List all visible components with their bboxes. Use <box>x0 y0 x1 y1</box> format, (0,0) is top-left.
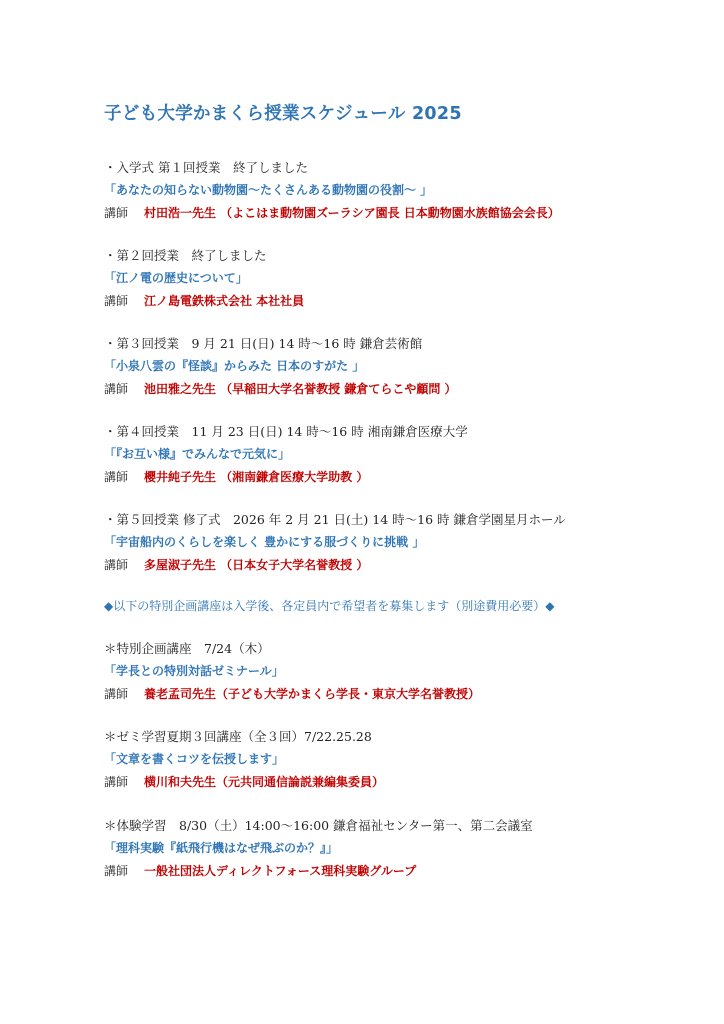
lecturer-label: 講師 <box>104 206 129 220</box>
class-lecturer-line <box>104 381 457 397</box>
special-course-topic: 「文章を書くコツを伝授します」 <box>104 752 285 766</box>
class-topic: 「宇宙船内のくらしを楽しく 豊かにする服づくりに挑戦 」 <box>104 535 425 549</box>
lecturer-name: 横川和夫先生（元共同通信論説兼編集委員） <box>144 775 385 789</box>
lecturer-name: 池田雅之先生 （早稲田大学名誉教授 鎌倉てらこや顧問 ） <box>144 382 457 396</box>
class-info: ・第５回授業 修了式 2026 年 2 月 21 日(土) 14 時～16 時 鎌倉学園星月ホール <box>104 512 566 527</box>
class-lecturer-line <box>104 205 560 221</box>
special-course-notice: ◆以下の特別企画講座は入学後、各定員内で希望者を募集します（別途費用必要）◆ <box>104 599 555 613</box>
class-lecturer-line <box>104 293 304 309</box>
class-lecturer-line <box>104 557 368 573</box>
special-course-topic: 「理科実験『紙飛行機はなぜ飛ぶのか？』」 <box>104 841 339 855</box>
lecturer-name: 一般社団法人ディレクトフォース理科実験グループ <box>144 864 417 878</box>
class-info: ・第２回授業 終了しました <box>104 248 267 263</box>
lecturer-label: 講師 <box>104 775 129 789</box>
lecturer-label: 講師 <box>104 558 129 572</box>
lecturer-name: 多屋淑子先生 （日本女子大学名誉教授 ） <box>144 558 369 572</box>
lecturer-name: 櫻井純子先生 （湘南鎌倉医療大学助教 ） <box>144 470 369 484</box>
class-topic: 「あなたの知らない動物園～たくさんある動物園の役割～ 」 <box>104 183 433 197</box>
class-topic: 「『お互い様』でみんなで元気に」 <box>104 447 291 461</box>
page-title: 子ども大学かまくら授業スケジュール 2025 <box>104 104 462 124</box>
class-topic: 「江ノ電の歴史について」 <box>104 271 248 285</box>
lecturer-name: 養老孟司先生（子ども大学かまくら学長・東京大学名誉教授） <box>144 687 481 701</box>
lecturer-label: 講師 <box>104 294 129 308</box>
class-topic: 「小泉八雲の『怪談』からみた 日本のすがた 」 <box>104 359 365 373</box>
lecturer-name: 江ノ島電鉄株式会社 本社社員 <box>144 294 305 308</box>
special-course-lecturer-line <box>104 863 416 879</box>
class-info: ・入学式 第１回授業 終了しました <box>104 160 308 175</box>
lecturer-label: 講師 <box>104 470 129 484</box>
special-course-lecturer-line <box>104 774 384 790</box>
special-course-info: ＊特別企画講座 7/24（木） <box>104 641 270 656</box>
special-course-topic: 「学長との特別対話ゼミナール」 <box>104 664 284 678</box>
special-course-lecturer-line <box>104 686 480 702</box>
lecturer-name: 村田浩一先生 （よこはま動物園ズーラシア園長 日本動物園水族館協会会長） <box>144 206 560 220</box>
class-lecturer-line <box>104 469 368 485</box>
lecturer-label: 講師 <box>104 687 129 701</box>
class-info: ・第３回授業 9 月 21 日(日) 14 時～16 時 鎌倉芸術館 <box>104 336 423 351</box>
special-course-info: ＊体験学習 8/30（土）14:00～16:00 鎌倉福祉センター第一、第二会議室 <box>104 818 533 833</box>
lecturer-label: 講師 <box>104 382 129 396</box>
special-course-info: ＊ゼミ学習夏期３回講座（全３回）7/22.25.28 <box>104 729 372 744</box>
class-info: ・第４回授業 11 月 23 日(日) 14 時～16 時 湘南鎌倉医療大学 <box>104 424 468 439</box>
lecturer-label: 講師 <box>104 864 129 878</box>
